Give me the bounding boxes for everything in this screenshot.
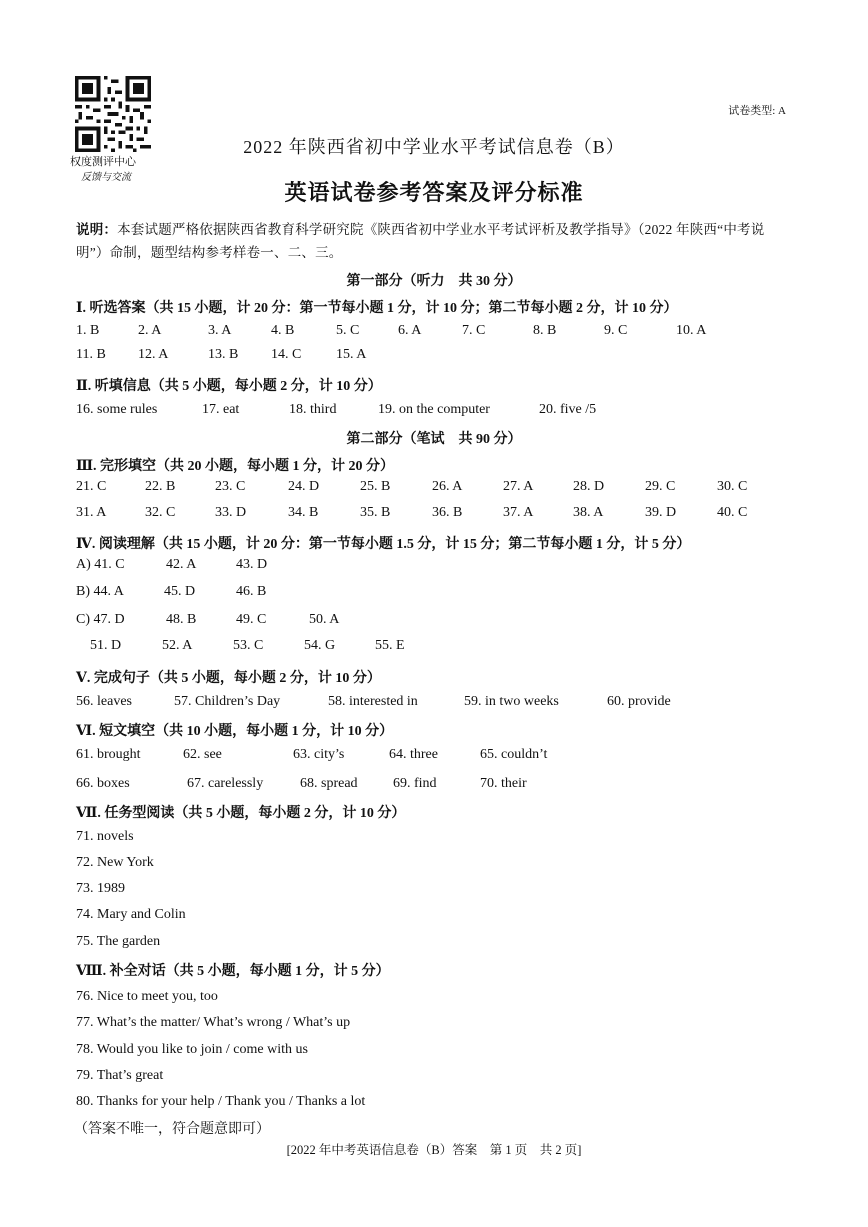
section-2-heading: Ⅱ. 听填信息（共 5 小题，每小题 2 分，计 10 分） [76, 379, 382, 394]
answer-item: 30. C [717, 479, 748, 494]
answer-item: 23. C [215, 479, 246, 494]
answer-row [0, 694, 868, 714]
answer-item: 13. B [208, 347, 239, 362]
answer-item: 68. spread [300, 776, 358, 791]
answer-row [0, 347, 868, 367]
answer-item: 60. provide [607, 694, 671, 709]
answer-item: 50. A [309, 612, 340, 627]
answer-item: 67. carelessly [187, 776, 264, 791]
answer-item: 22. B [145, 479, 176, 494]
answer-item: 71. novels [76, 829, 134, 844]
note-text: 本套试题严格依据陕西省教育科学研究院《陕西省初中学业水平考试评析及教学指导》（2022 年陕西“中考说明”）命制，题型结构参考样卷一、二、三。 [76, 222, 765, 260]
answer-item: 28. D [573, 479, 605, 494]
answer-row [0, 505, 868, 525]
answer-row [0, 747, 868, 767]
answer-item: 46. B [236, 584, 267, 599]
answer-item: 29. C [645, 479, 676, 494]
answer-item: 63. city’s [293, 747, 345, 762]
answer-item: 49. C [236, 612, 267, 627]
section-8-heading: Ⅷ. 补全对话（共 5 小题，每小题 1 分，计 5 分） [76, 964, 390, 979]
answer-item: 11. B [76, 347, 106, 362]
answer-item: 59. in two weeks [464, 694, 559, 709]
answer-item: 36. B [432, 505, 463, 520]
answer-item: 52. A [162, 638, 193, 653]
answer-item: 66. boxes [76, 776, 130, 791]
answer-item: B) 44. A [76, 584, 124, 599]
answer-item: C) 47. D [76, 612, 125, 627]
answer-item: 16. some rules [76, 402, 158, 417]
section-7-heading: Ⅶ. 任务型阅读（共 5 小题，每小题 2 分，计 10 分） [76, 806, 406, 821]
answer-item: 39. D [645, 505, 677, 520]
answer-item: A) 41. C [76, 557, 125, 572]
answer-row [0, 323, 868, 343]
answer-item: 55. E [375, 638, 405, 653]
answer-item: 37. A [503, 505, 534, 520]
answer-item: 26. A [432, 479, 463, 494]
answer-item: 31. A [76, 505, 107, 520]
answer-item: 7. C [462, 323, 486, 338]
answer-item: 19. on the computer [378, 402, 490, 417]
page-footer: [2022 年中考英语信息卷（B）答案 第 1 页 共 2 页] [286, 1143, 582, 1157]
paper-type-label: 试卷类型: A [728, 105, 786, 117]
answer-item: 70. their [480, 776, 527, 791]
answer-item: 10. A [676, 323, 707, 338]
note-label: 说明： [76, 222, 118, 237]
section-4-heading: Ⅳ. 阅读理解（共 15 小题，计 20 分：第一节每小题 1.5 分，计 15 分；第二节每小题 1 分，计 5 分） [76, 537, 691, 552]
answer-item: 58. interested in [328, 694, 418, 709]
answer-item: 24. D [288, 479, 320, 494]
answer-item: 12. A [138, 347, 169, 362]
part1-title: 第一部分（听力 共 30 分） [346, 274, 522, 289]
answer-item: 77. What’s the matter/ What’s wrong / What’s up [76, 1015, 351, 1030]
answer-item: 45. D [164, 584, 196, 599]
answer-row [0, 584, 868, 604]
document-title: 英语试卷参考答案及评分标准 [284, 181, 584, 206]
answer-item: 53. C [233, 638, 264, 653]
answer-item: 5. C [336, 323, 360, 338]
answer-item: 74. Mary and Colin [76, 907, 186, 922]
answer-item: 35. B [360, 505, 391, 520]
answer-item: 43. D [236, 557, 268, 572]
explanation-note [76, 218, 788, 264]
answer-item: 20. five /5 [539, 402, 597, 417]
answer-item: 48. B [166, 612, 197, 627]
answer-item: 42. A [166, 557, 197, 572]
answer-item: 54. G [304, 638, 336, 653]
section-1-heading: Ⅰ. 听选答案（共 15 小题，计 20 分：第一节每小题 1 分，计 10 分；第二节每小题 2 分，计 10 分） [76, 301, 678, 316]
answer-item: 33. D [215, 505, 247, 520]
section-3-heading: Ⅲ. 完形填空（共 20 小题，每小题 1 分，计 20 分） [76, 459, 395, 474]
answer-item: 78. Would you like to join / come with us [76, 1042, 308, 1057]
answer-row [0, 402, 868, 422]
answer-item: 9. C [604, 323, 628, 338]
answer-item: 38. A [573, 505, 604, 520]
answer-item: 40. C [717, 505, 748, 520]
part2-title: 第二部分（笔试 共 90 分） [346, 432, 522, 447]
qr-caption: 权度测评中心 [70, 155, 136, 168]
answer-item: 15. A [336, 347, 367, 362]
answer-item: 1. B [76, 323, 100, 338]
answer-item: 51. D [90, 638, 122, 653]
answer-item: 64. three [389, 747, 438, 762]
answer-row [0, 612, 868, 632]
answer-item: 61. brought [76, 747, 141, 762]
answer-item: 25. B [360, 479, 391, 494]
answer-item: 3. A [208, 323, 232, 338]
answer-item: 4. B [271, 323, 295, 338]
answer-row [0, 638, 868, 658]
answer-item: 18. third [289, 402, 337, 417]
answer-item: 14. C [271, 347, 302, 362]
answer-item: 57. Children’s Day [174, 694, 281, 709]
answer-item: 79. That’s great [76, 1068, 164, 1083]
section-6-heading: Ⅵ. 短文填空（共 10 小题，每小题 1 分，计 10 分） [76, 724, 394, 739]
answer-item: 65. couldn’t [480, 747, 548, 762]
answer-note: （答案不唯一，符合题意即可） [74, 1122, 270, 1137]
answer-item: 34. B [288, 505, 319, 520]
section-5-heading: Ⅴ. 完成句子（共 5 小题，每小题 2 分，计 10 分） [76, 671, 381, 686]
answer-item: 2. A [138, 323, 162, 338]
answer-row [0, 557, 868, 577]
answer-row [0, 776, 868, 796]
answer-item: 17. eat [202, 402, 240, 417]
answer-item: 21. C [76, 479, 107, 494]
answer-item: 76. Nice to meet you, too [76, 989, 218, 1004]
answer-item: 8. B [533, 323, 557, 338]
answer-item: 6. A [398, 323, 422, 338]
qr-subcaption: 反馈与交流 [81, 172, 131, 183]
answer-item: 80. Thanks for your help / Thank you / Thanks a lot [76, 1094, 366, 1109]
answer-item: 75. The garden [76, 934, 161, 949]
answer-item: 62. see [183, 747, 222, 762]
answer-row [0, 479, 868, 499]
exam-title: 2022 年陕西省初中学业水平考试信息卷（B） [243, 137, 625, 157]
answer-item: 56. leaves [76, 694, 132, 709]
answer-item: 27. A [503, 479, 534, 494]
answer-item: 72. New York [76, 855, 154, 870]
answer-item: 69. find [393, 776, 437, 791]
answer-item: 32. C [145, 505, 176, 520]
answer-item: 73. 1989 [76, 881, 125, 896]
